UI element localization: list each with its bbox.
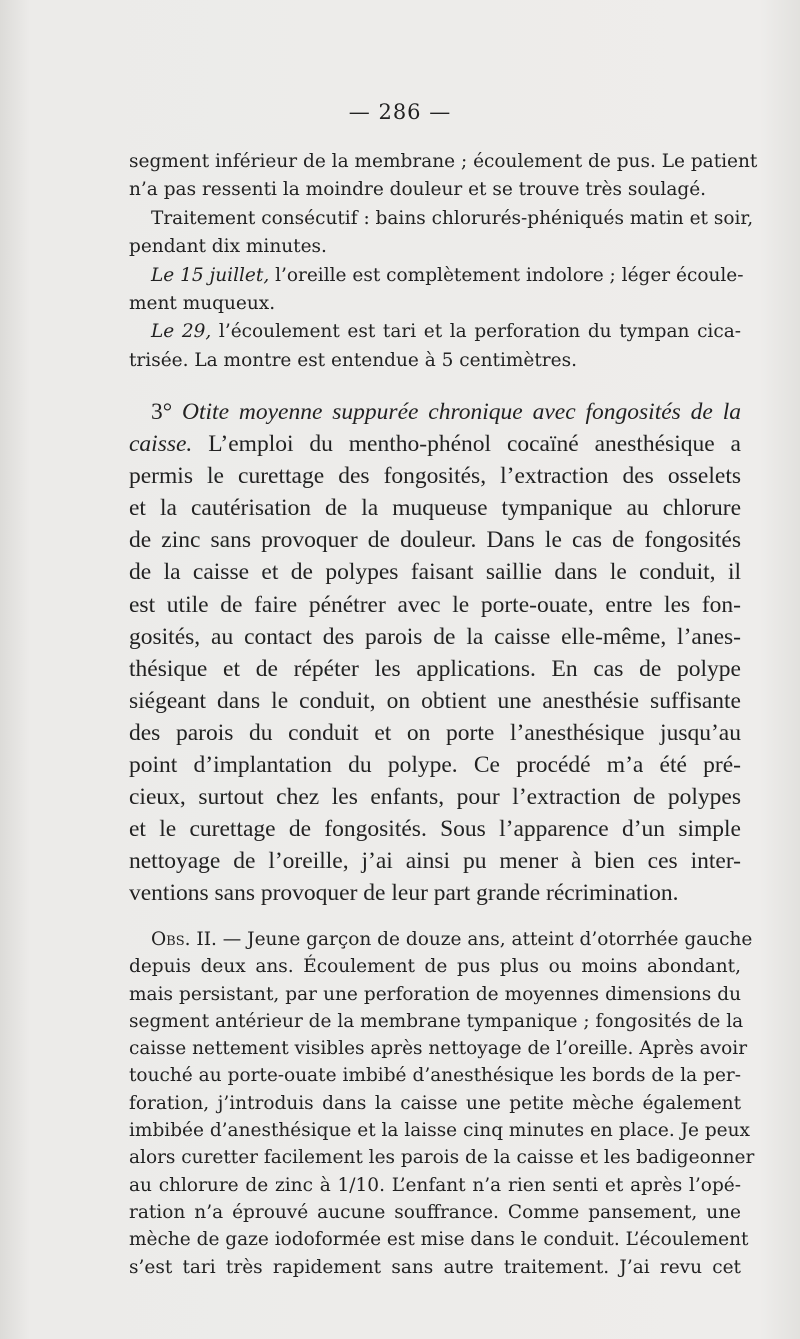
text-line: caisse. L’emploi du mentho-phénol cocaïné anesthésique a [129, 431, 741, 458]
observation-label: Obs. II. [151, 929, 217, 950]
text-line: s’est tari très rapidement sans autre traitement. J’ai revu cet [129, 1256, 741, 1278]
section-number: 3° [151, 399, 173, 425]
text-line: trisée. La montre est entendue à 5 centimètres. [129, 349, 577, 371]
observation-paragraph [129, 926, 755, 1281]
text-line: gosités, au contact des parois de la caisse elle-même, l’anes- [129, 623, 741, 650]
text-line: imbibée d’anesthésique et la laisse cinq minutes en place. Je peux [129, 1120, 750, 1142]
text-line: mais persistant, par une perforation de moyennes dimensions du [129, 983, 741, 1005]
text-line: segment inférieur de la membrane ; écoulement de pus. Le patient [129, 151, 758, 172]
text-line: touché au porte-ouate imbibé d’anesthésique les bords de la per- [129, 1065, 741, 1087]
text-line: est utile de faire pénétrer avec le porte-ouate, entre les fon- [129, 591, 741, 618]
text-line: Le 29, l’écoulement est tari et la perforation du tympan cica- [151, 321, 741, 343]
text-line: et la cautérisation de la muqueuse tympanique au chlorure [129, 495, 741, 522]
top-paragraphs [129, 148, 758, 375]
section-paragraph [129, 396, 741, 910]
text-line: n’a pas ressenti la moindre douleur et se trouve très soulagé. [129, 179, 707, 201]
text-line: Traitement consécutif : bains chlorurés-phéniqués matin et soir, [151, 207, 754, 229]
text-line: des parois du conduit et on porte l’anesthésique jusqu’au [129, 719, 741, 746]
text-line: Obs. II. — Jeune garçon de douze ans, atteint d’otorrhée gauche [151, 929, 753, 950]
text-line: mèche de gaze iodoformée est mise dans le conduit. L’écoulement [129, 1229, 749, 1251]
text-line: point d’implantation du polype. Ce procédé m’a été pré- [129, 752, 741, 779]
text-line: cieux, surtout chez les enfants, pour l’extraction de polypes [129, 784, 741, 811]
text-line: pendant dix minutes. [129, 236, 327, 258]
text-line: Le 15 juillet, l’oreille est complètement indolore ; léger écoule- [151, 264, 744, 286]
section-heading-line [129, 396, 741, 428]
text-line: foration, j’introduis dans la caisse une petite mèche également [129, 1092, 741, 1114]
date-italic: Le 29, [151, 321, 212, 343]
text-line: siégeant dans le conduit, on obtient une anesthésie suffisante [129, 687, 741, 714]
date-italic: Le 15 juillet, [151, 264, 270, 286]
text-line: et le curettage de fongosités. Sous l’apparence d’un simple [129, 816, 741, 843]
text-line: ventions sans provoquer de leur part grande récrimination. [129, 880, 679, 907]
section-title-end: caisse. [129, 431, 193, 458]
text-line: de la caisse et de polypes faisant saillie dans le conduit, il [129, 559, 741, 586]
text-line: ration n’a éprouvé aucune souffrance. Comme pansement, une [129, 1201, 741, 1223]
text-line: de zinc sans provoquer de douleur. Dans le cas de fongosités [129, 527, 741, 554]
text-line: au chlorure de zinc à 1/10. L’enfant n’a rien senti et après l’opé- [129, 1174, 741, 1196]
text-line: ment muqueux. [129, 293, 276, 315]
text-line: alors curetter facilement les parois de la caisse et les badigeonner [129, 1147, 755, 1169]
text-line: caisse nettement visibles après nettoyage de l’oreille. Après avoir [129, 1038, 748, 1060]
text-line: thésique et de répéter les applications. En cas de polype [129, 655, 741, 682]
text-line: nettoyage de l’oreille, j’ai ainsi pu mener à bien ces inter- [129, 848, 741, 875]
text-line: depuis deux ans. Écoulement de pus plus ou moins abondant, [129, 956, 741, 978]
text-line: segment antérieur de la membrane tympanique ; fongosités de la [129, 1010, 744, 1032]
text-line: permis le curettage des fongosités, l’extraction des osselets [129, 463, 741, 490]
page-number: — 286 — [348, 100, 452, 124]
section-title: Otite moyenne suppurée chronique avec fongosités de la [182, 399, 742, 425]
